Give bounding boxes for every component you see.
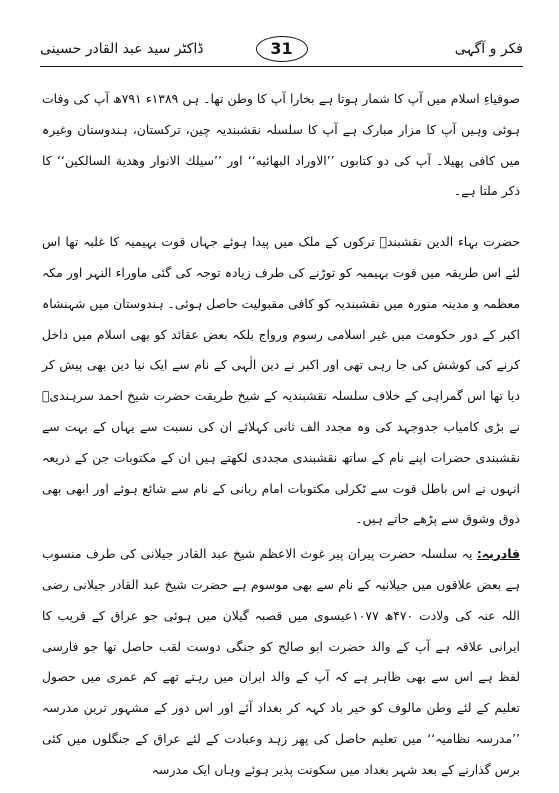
paragraph-2: حضرت بہاء الدین نقشبندؒ ترکوں کے ملک میں پیدا ہوئے جہاں قوت بہیمیہ کا غلبہ تھا اس لئے اس طریقہ میں قوت بہیمیہ کو توڑنے کی طرف زیادہ توجہ کی گئی ماوراء النہر اور مکہ معظمہ و مدینہ منورہ میں نقشبندیہ کو کافی مقبولیت حاصل ہوئی۔ ہندوستان میں شہنشاہ اکبر کے دور حکومت میں غیر اسلامی رسوم ورواج بلکہ بعض عقائد کو بھی اسلام میں داخل کرنے کی کوشش کی جا رہی تھی اور اکبر نے دین الٰہی کے نام سے ایک نیا دین بھی پیش کر دیا تھا اس گمراہی کے خلاف سلسلہ نقشبندیہ کے شیخ طریقت حضرت شیخ احمد سرہندیؒ نے بڑی کامیاب جدوجہد کی وہ مجدد الف ثانی کہلائے ان کی نسبت سے یہاں کے بہت سے نقشبندی حضرات اپنے نام کے ساتھ نقشبندی مجددی لکھتے ہیں ان کے مکتوبات جن کے ذریعہ انہوں نے اس باطل قوت سے ٹکرلی مکتوبات امام ربانی کے نام سے شائع ہوئے اور ابھی بھی ذوق وشوق سے پڑھے جاتے ہیں۔ [41, 234, 520, 527]
header-rule [40, 66, 523, 67]
paragraph-3-text: یہ سلسلہ حضرت پیران پیر غوث الاعظم شیخ عبد القادر جیلانی کی طرف منسوب ہے بعض علاقوں میں جیلانیہ کے نام سے بھی موسوم ہے حضرت شیخ عبد القادر جیلانی رضی اللہ عنہ کی ولادت ۴۷۰ھ ۱۰۷۷عیسوی میں قصبہ گیلان میں ہوئی جو عراق کے قریب کا ایرانی علاقہ ہے آپ کے والد حضرت ابو صالح کو جنگی دوست لقب حاصل تھا جو فارسی لفظ ہے اس سے بھی ظاہر ہے کہ آپ کے والد ایران میں رہتے تھے کم عمری میں حصول تعلیم کے لئے وطن مالوف کو خیر باد کہہ کر بغداد آئے اور اس دور کے مشہور ترین مدرسہ ’’مدرسہ نظامیہ‘‘ میں تعلیم حاصل کی پھر زہد وعبادت کے لئے عراق کے جنگلوں میں کئی برس گذارنے کے بعد شہر بغداد میں سکونت پذیر ہوئے وہاں ایک مدرسہ [42, 546, 521, 777]
running-header [40, 40, 523, 64]
paragraph-3 [42, 539, 520, 785]
body-text [42, 84, 520, 786]
page-number: 31 [256, 36, 308, 62]
paragraph-1: صوفیاءِ اسلام میں آپ کا شمار ہوتا ہے بخارا آپ کا وطن تھا۔ ہں ۱۳۸۹ء ۷۹۱ھ آپ کی وفات ہوئی وہیں آپ کا مزار مبارک ہے آپ کا سلسلہ نقشبندیہ چین، ترکستان، ہندوستان وغیرہ میں کافی پھیلا۔ آپ کی دو کتابوں ’’الاوراد البهائيه‘‘ اور ’’سيلك الانوار وهدية السالكين‘‘ کا ذکر ملتا ہے۔ [42, 91, 520, 199]
author-name: ڈاکٹر سید عبد القادر حسینی [40, 41, 204, 57]
book-title: فکر و آگہی [454, 41, 523, 57]
section-heading: قادریہ: [476, 546, 520, 562]
